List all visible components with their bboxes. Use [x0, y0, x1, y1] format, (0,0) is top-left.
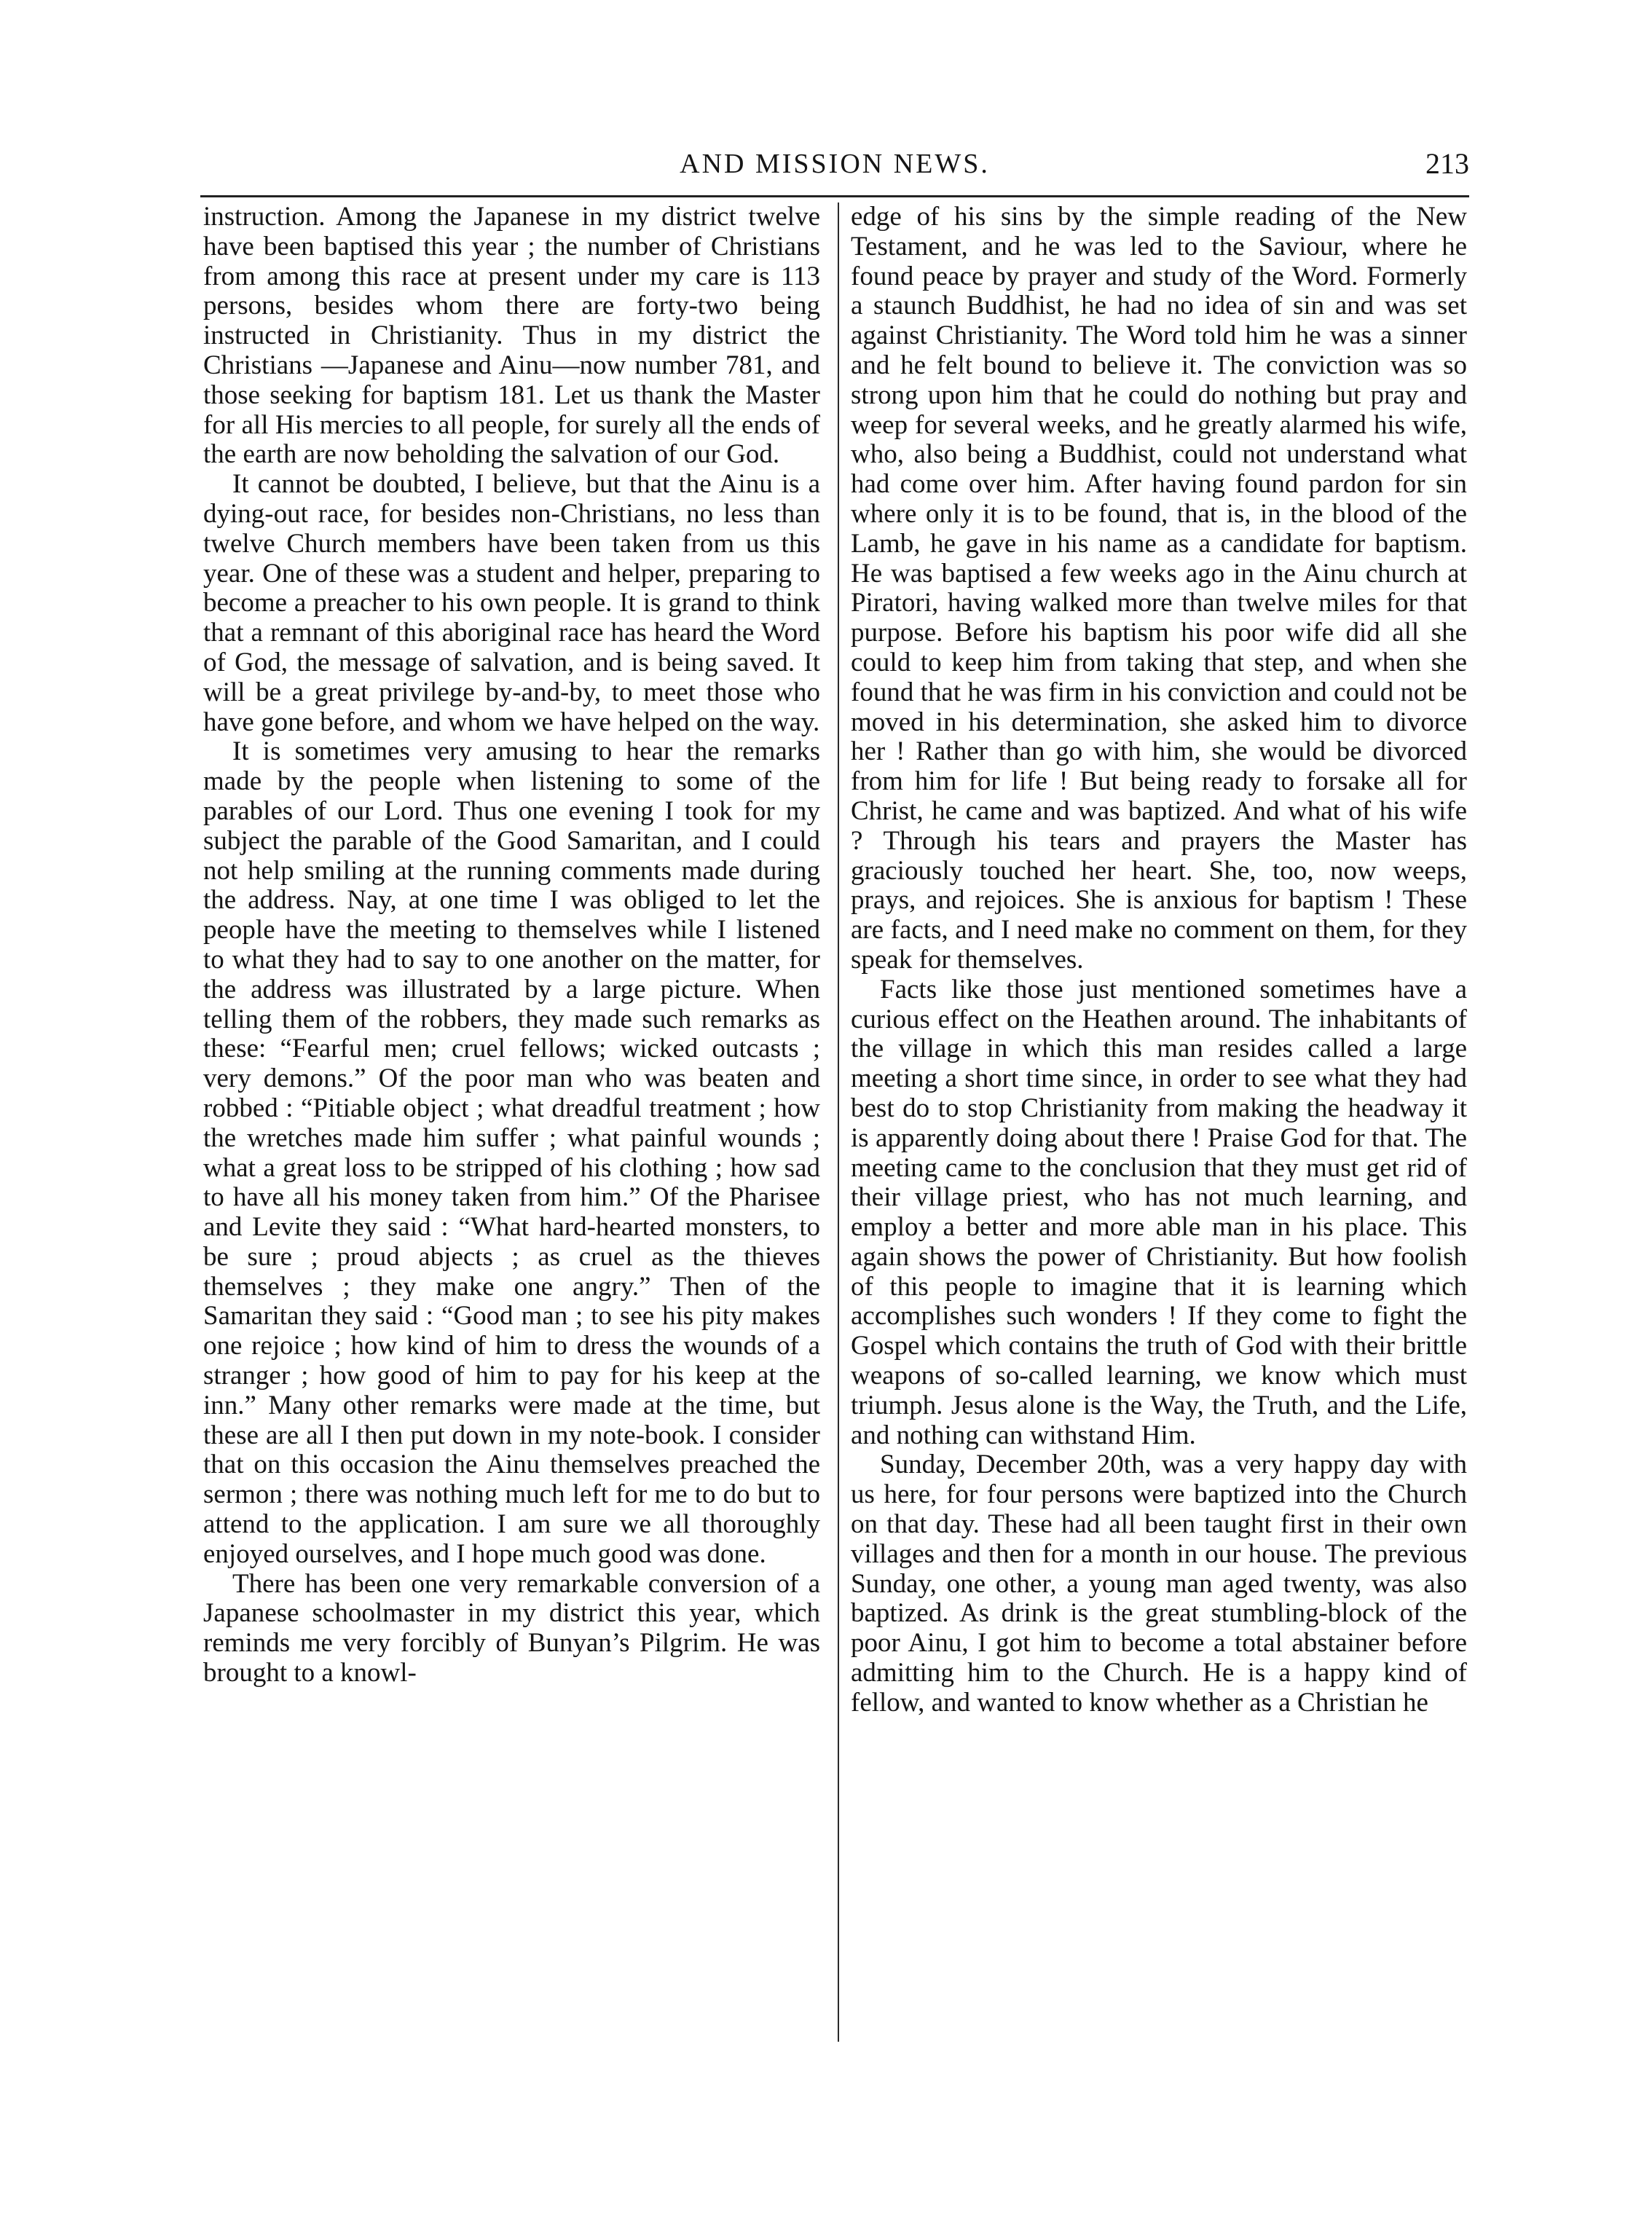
paragraph: edge of his sins by the simple reading of the New Testament, and he was led to the Saviour, where he found peace by prayer and study of the Word. Formerly a staunch Buddhist, he had no idea of sin and was set against Christianity. The Word told him he was a sinner and he felt bound to believe it. The conviction was so strong upon him that he could do nothing but pray and weep for several weeks, and he greatly alarmed his wife, who, also being a Buddhist, could not understand what had come over him. After having found pardon for sin where only it is to be found, that is, in the blood of the Lamb, he gave in his name as a candidate for baptism. He was baptised a few weeks ago in the Ainu church at Piratori, having walked more than twelve miles for that purpose. Before his baptism his poor wife did all she could to keep him from taking that step, and when she found that he was firm in his conviction and could not be moved in his determination, she asked him to divorce her ! Rather than go with him, she would be divorced from him for life ! But being ready to forsake all for Christ, he came and was baptized. And what of his wife ? Through his tears and prayers the Master has graciously touched her heart. She, too, now weeps, prays, and rejoices. She is anxious for baptism ! These are facts, and I need make no comment on them, for they speak for themselves. [851, 202, 1467, 975]
paragraph: Facts like those just mentioned sometimes have a curious effect on the Heathen around. The inhabitants of the village in which this man resides called a large meeting a short time since, in order to see what they had best do to stop Christianity from making the headway it is apparently doing about there ! Praise God for that. The meeting came to the conclusion that they must get rid of their village priest, who has not much learning, and employ a better and more able man in his place. This again shows the power of Christianity. But how foolish of this people to imagine that it is learning which accomplishes such wonders ! If they come to fight the Gospel which contains the truth of God with their brittle weapons of so-called learning, we know which must triumph. Jesus alone is the Way, the Truth, and the Life, and nothing can withstand Him. [851, 974, 1467, 1450]
right-column [851, 202, 1467, 2045]
paragraph: Sunday, December 20th, was a very happy day with us here, for four persons were baptized into the Church on that day. These had all been taught first in their own villages and then for a month in our house. The previous Sunday, one other, a young man aged twenty, was also baptized. As drink is the great stumbling-block of the poor Ainu, I got him to become a total abstainer before admitting him to the Church. He is a happy kind of fellow, and wanted to know whether as a Christian he [851, 1450, 1467, 1718]
header-rule [200, 195, 1469, 197]
page-header [200, 146, 1469, 182]
column-divider [838, 202, 839, 2042]
left-column [203, 202, 820, 2045]
paragraph: There has been one very remarkable conversion of a Japanese schoolmaster in my district this year, which reminds me very forcibly of Bunyan’s Pilgrim. He was brought to a knowl- [203, 1568, 820, 1688]
paragraph: It is sometimes very amusing to hear the remarks made by the people when listening to some of the parables of our Lord. Thus one evening I took for my subject the parable of the Good Samaritan, and I could not help smiling at the running comments made during the address. Nay, at one time I was obliged to let the people have the meeting to themselves while I listened to what they had to say to one another on the matter, for the address was illustrated by a large picture. When telling them of the robbers, they made such remarks as these: “Fearful men; cruel fellows; wicked outcasts ; very demons.” Of the poor man who was beaten and robbed : “Pitiable object ; what dreadful treatment ; how the wretches made him suffer ; what painful wounds ; what a great loss to be stripped of his clothing ; how sad to have all his money taken from him.” Of the Pharisee and Levite they said : “What hard-hearted monsters, to be sure ; proud abjects ; as cruel as the thieves themselves ; they make one angry.” Then of the Samaritan they said : “Good man ; to see his pity makes one rejoice ; how kind of him to dress the wounds of a stranger ; how good of him to pay for his keep at the inn.” Many other remarks were made at the time, but these are all I then put down in my note-book. I consider that on this occasion the Ainu themselves preached the sermon ; there was nothing much left for me to do but to attend to the application. I am sure we all thoroughly enjoyed ourselves, and I hope much good was done. [203, 736, 820, 1569]
paragraph: It cannot be doubted, I believe, but that the Ainu is a dying-out race, for besides non-Christians, no less than twelve Church members have been taken from us this year. One of these was a student and helper, preparing to become a preacher to his own people. It is grand to think that a remnant of this aboriginal race has heard the Word of God, the message of salvation, and is being saved. It will be a great privilege by-and-by, to meet those who have gone before, and whom we have helped on the way. [203, 469, 820, 737]
running-head: AND MISSION NEWS. [680, 149, 990, 179]
page-number: 213 [1425, 147, 1469, 180]
paragraph: instruction. Among the Japanese in my district twelve have been baptised this year ; the number of Christians from among this race at present under my care is 113 persons, besides whom there are forty-two being instructed in Christianity. Thus in my district the Christians —Japanese and Ainu—now number 781, and those seeking for baptism 181. Let us thank the Master for all His mercies to all people, for surely all the ends of the earth are now beholding the salvation of our God. [203, 202, 820, 470]
